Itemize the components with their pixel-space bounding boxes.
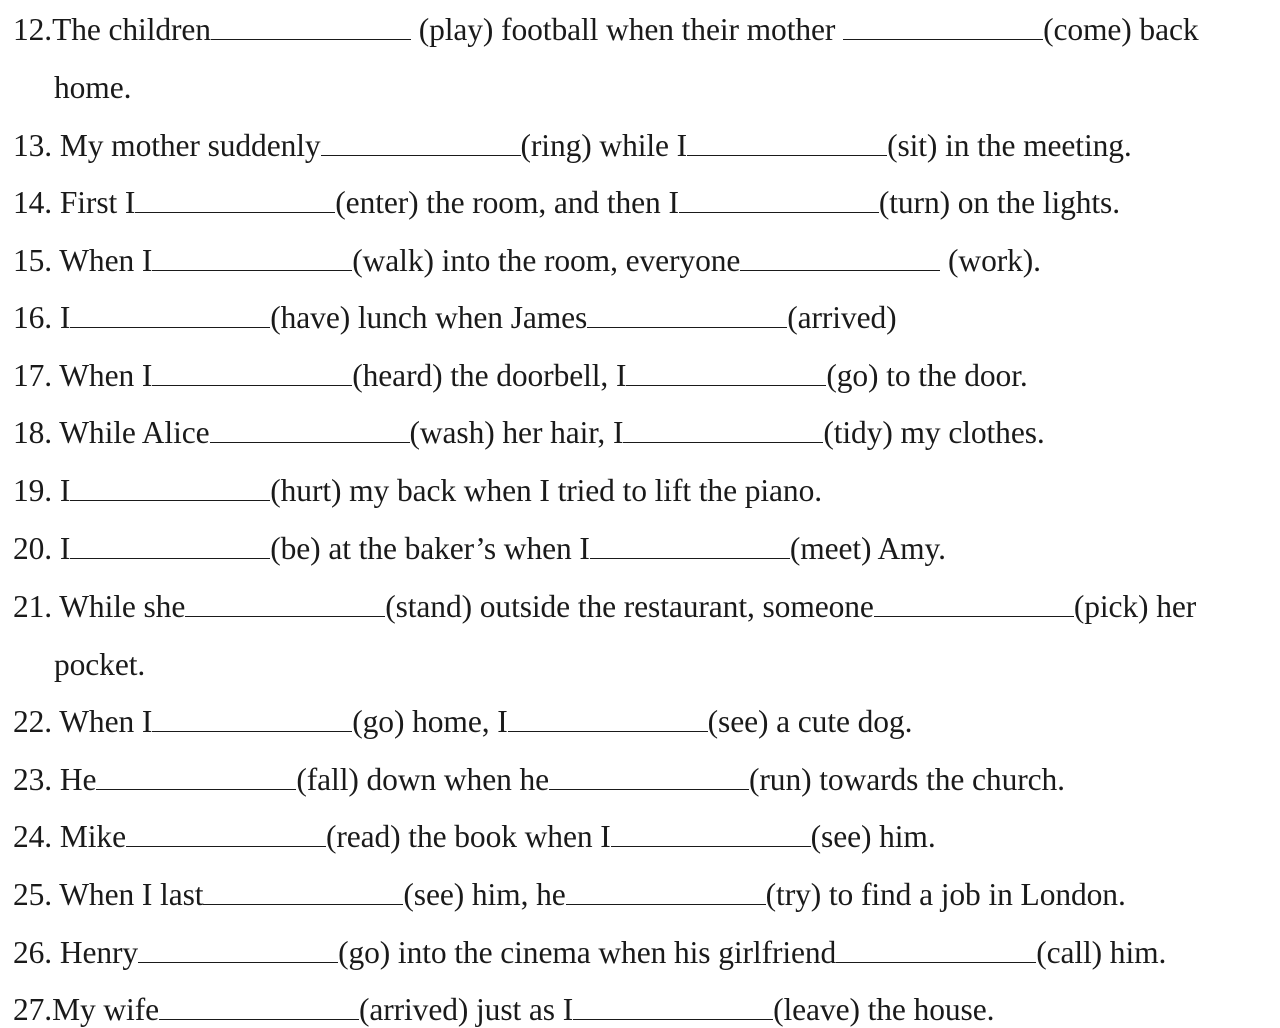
answer-blank[interactable] <box>185 612 385 617</box>
exercise-item-23 <box>13 762 1065 798</box>
exercise-item-20 <box>13 531 946 567</box>
item-text: (arrived) <box>787 300 897 335</box>
item-text: While Alice <box>52 415 210 450</box>
answer-blank[interactable] <box>96 785 296 790</box>
item-text: (tidy) my clothes. <box>823 415 1045 450</box>
exercise-item-25 <box>13 877 1126 913</box>
answer-blank[interactable] <box>210 438 410 443</box>
item-text: (walk) into the room, everyone <box>352 243 741 278</box>
answer-blank[interactable] <box>836 958 1036 963</box>
item-number: 20. <box>13 531 53 566</box>
answer-blank[interactable] <box>70 554 270 559</box>
item-text: (arrived) just as I <box>358 992 574 1027</box>
item-text: (wash) her hair, I <box>409 415 624 450</box>
answer-blank[interactable] <box>159 1015 359 1020</box>
item-text: pocket. <box>54 647 146 682</box>
answer-blank[interactable] <box>152 727 352 732</box>
item-text: I <box>52 300 71 335</box>
item-text: (see) a cute dog. <box>707 704 913 739</box>
answer-blank[interactable] <box>740 266 940 271</box>
answer-blank[interactable] <box>508 727 708 732</box>
item-text: (see) him. <box>810 819 936 854</box>
item-text: (go) to the door. <box>826 358 1028 393</box>
answer-blank[interactable] <box>126 842 326 847</box>
answer-blank[interactable] <box>590 554 790 559</box>
answer-blank[interactable] <box>70 323 270 328</box>
item-text: My mother suddenly <box>52 128 321 163</box>
item-text: The children <box>52 12 211 47</box>
item-text: Henry <box>52 935 139 970</box>
item-text: First I <box>52 185 136 220</box>
answer-blank[interactable] <box>587 323 787 328</box>
item-text: Mike <box>52 819 126 854</box>
item-text: (pick) her <box>1073 589 1197 624</box>
item-text: I <box>52 531 71 566</box>
item-number: 14. <box>13 185 53 220</box>
item-number: 22. <box>13 704 53 739</box>
item-text: My wife <box>52 992 159 1027</box>
item-number: 17. <box>13 358 53 393</box>
item-text: (heard) the doorbell, I <box>352 358 627 393</box>
answer-blank[interactable] <box>626 381 826 386</box>
item-text: (meet) Amy. <box>789 531 946 566</box>
item-text: (go) home, I <box>352 704 508 739</box>
item-text: (be) at the baker’s when I <box>270 531 590 566</box>
exercise-item-12-continuation <box>54 70 131 106</box>
exercise-item-21-continuation <box>54 647 145 683</box>
answer-blank[interactable] <box>679 208 879 213</box>
answer-blank[interactable] <box>203 900 403 905</box>
item-text: (hurt) my back when I tried to lift the piano. <box>270 473 822 508</box>
item-text: When I last <box>52 877 204 912</box>
item-number: 26. <box>13 935 53 970</box>
answer-blank[interactable] <box>321 151 521 156</box>
answer-blank[interactable] <box>874 612 1074 617</box>
item-text: (play) football when their mother <box>410 12 844 47</box>
item-text: (ring) while I <box>520 128 688 163</box>
item-text: (work). <box>940 243 1041 278</box>
item-number: 23. <box>13 762 53 797</box>
exercise-item-15 <box>13 243 1041 279</box>
item-text: When I <box>52 358 153 393</box>
item-text: (read) the book when I <box>325 819 611 854</box>
answer-blank[interactable] <box>211 35 411 40</box>
item-text: When I <box>52 704 153 739</box>
answer-blank[interactable] <box>70 496 270 501</box>
item-text: home. <box>54 70 132 105</box>
item-text: He <box>52 762 97 797</box>
exercise-item-14 <box>13 185 1120 221</box>
exercise-item-12 <box>13 12 1199 48</box>
item-number: 18. <box>13 415 53 450</box>
item-text: (run) towards the church. <box>749 762 1065 797</box>
item-text: (leave) the house. <box>773 992 995 1027</box>
item-text: (sit) in the meeting. <box>887 128 1132 163</box>
item-text: (have) lunch when James <box>270 300 588 335</box>
item-text: (turn) on the lights. <box>878 185 1120 220</box>
item-number: 25. <box>13 877 53 912</box>
answer-blank[interactable] <box>152 381 352 386</box>
exercise-item-13 <box>13 128 1132 164</box>
answer-blank[interactable] <box>138 958 338 963</box>
exercise-item-17 <box>13 358 1028 394</box>
exercise-item-26 <box>13 935 1166 971</box>
answer-blank[interactable] <box>135 208 335 213</box>
item-text: When I <box>52 243 153 278</box>
exercise-item-27 <box>13 992 994 1028</box>
exercise-item-16 <box>13 300 897 336</box>
exercise-item-24 <box>13 819 936 855</box>
item-text: (go) into the cinema when his girlfriend <box>338 935 837 970</box>
exercise-item-18 <box>13 415 1045 451</box>
answer-blank[interactable] <box>843 35 1043 40</box>
answer-blank[interactable] <box>623 438 823 443</box>
item-number: 12. <box>13 12 53 47</box>
answer-blank[interactable] <box>566 900 766 905</box>
item-text: (call) him. <box>1036 935 1167 970</box>
item-text: (come) back <box>1043 12 1199 47</box>
answer-blank[interactable] <box>549 785 749 790</box>
item-text: (see) him, he <box>403 877 566 912</box>
item-number: 15. <box>13 243 53 278</box>
item-text: (enter) the room, and then I <box>335 185 679 220</box>
item-text: (stand) outside the restaurant, someone <box>385 589 874 624</box>
item-number: 24. <box>13 819 53 854</box>
item-number: 13. <box>13 128 53 163</box>
answer-blank[interactable] <box>573 1015 773 1020</box>
item-text: I <box>52 473 71 508</box>
item-text: (fall) down when he <box>296 762 550 797</box>
answer-blank[interactable] <box>687 151 887 156</box>
item-text: (try) to find a job in London. <box>765 877 1126 912</box>
answer-blank[interactable] <box>611 842 811 847</box>
item-number: 27. <box>13 992 53 1027</box>
exercise-item-22 <box>13 704 912 740</box>
exercise-item-19 <box>13 473 822 509</box>
exercise-item-21 <box>13 589 1196 625</box>
item-number: 21. <box>13 589 53 624</box>
answer-blank[interactable] <box>152 266 352 271</box>
item-number: 19. <box>13 473 53 508</box>
item-text: While she <box>52 589 186 624</box>
item-number: 16. <box>13 300 53 335</box>
